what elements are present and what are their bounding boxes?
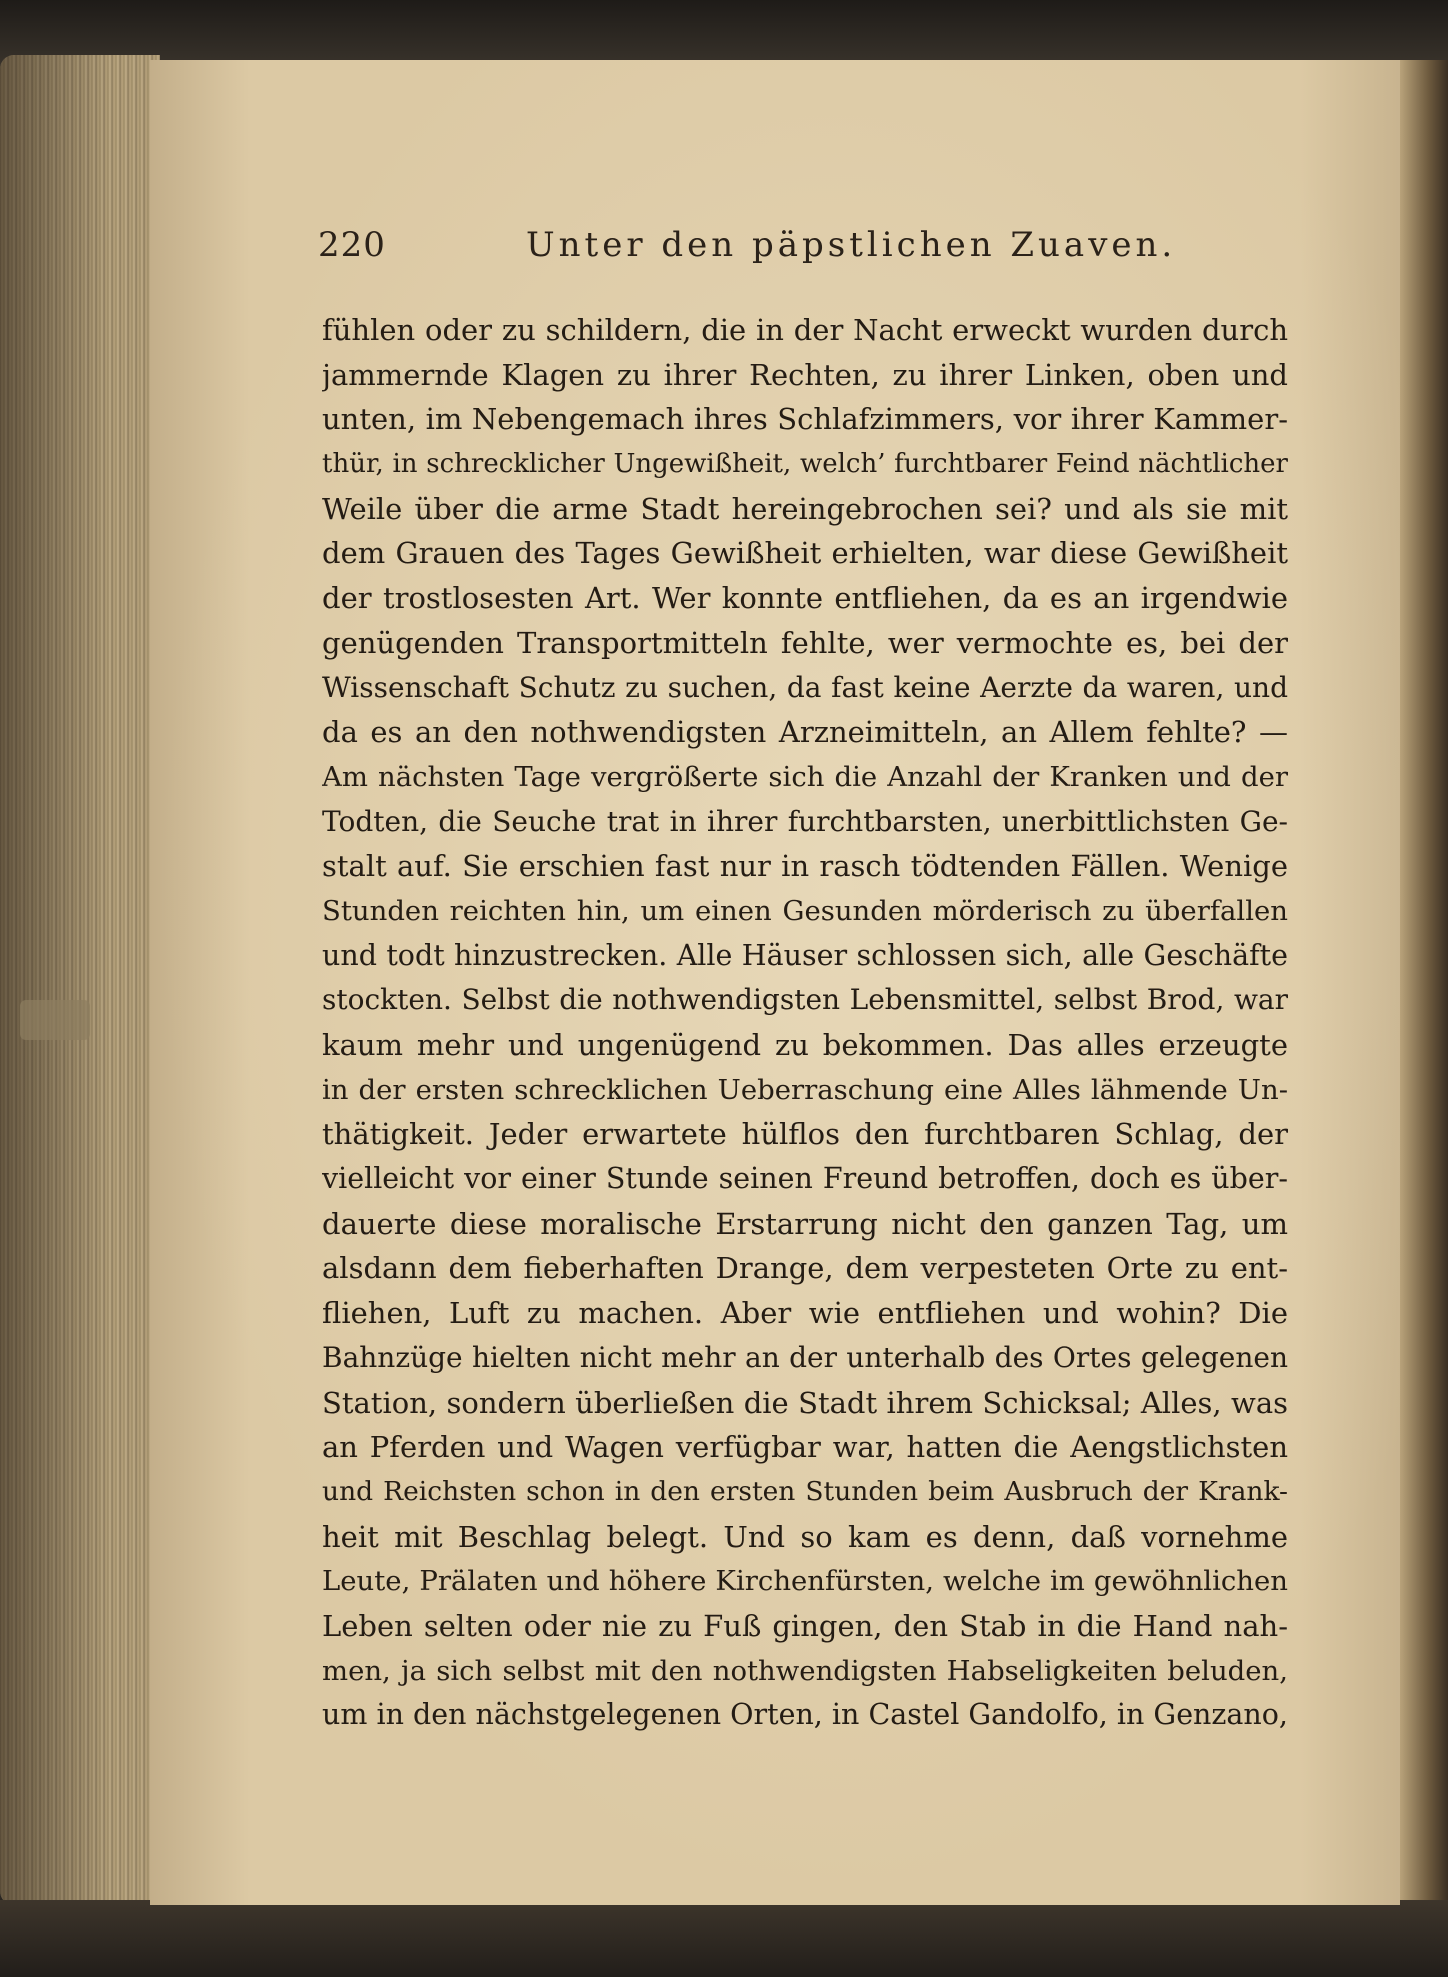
text-line: genügenden Transportmitteln fehlte, wer vermochte es, bei der <box>322 625 1288 660</box>
text-line: und Reichsten schon in den ersten Stunden beim Ausbruch der Krank- <box>322 1475 1288 1507</box>
page-number: 220 <box>318 225 386 265</box>
text-line: da es an den nothwendigsten Arzneimitteln, an Allem fehlte? — <box>322 715 1288 750</box>
text-line: Station, sondern überließen die Stadt ihrem Schicksal; Alles, was <box>322 1385 1288 1420</box>
text-line: Leben selten oder nie zu Fuß gingen, den Stab in die Hand nah- <box>322 1608 1288 1643</box>
text-line: Stunden reichten hin, um einen Gesunden mörderisch zu überfallen <box>322 894 1288 927</box>
text-line: Leute, Prälaten und höhere Kirchenfürsten, welche im gewöhnlichen <box>322 1565 1288 1598</box>
text-line: Todten, die Seuche trat in ihrer furchtbarsten, unerbittlichsten Ge- <box>322 804 1288 838</box>
text-line: vielleicht vor einer Stunde seinen Freund betroffen, doch es über- <box>322 1162 1288 1196</box>
book-cover-bottom <box>0 1900 1448 1977</box>
text-line: Weile über die arme Stadt hereingebrochen sei? und als sie mit <box>322 491 1288 526</box>
text-line: dauerte diese moralische Erstarrung nicht den ganzen Tag, um <box>322 1206 1288 1241</box>
text-line: alsdann dem fieberhaften Drange, dem verpesteten Orte zu ent- <box>322 1251 1288 1286</box>
text-line: Bahnzüge hielten nicht mehr an der unterhalb des Ortes gelegenen <box>322 1340 1288 1374</box>
text-line: Wissenschaft Schutz zu suchen, da fast keine Aerzte da waren, und <box>322 670 1288 704</box>
text-line: dem Grauen des Tages Gewißheit erhielten, war diese Gewißheit <box>322 536 1288 571</box>
right-page-edge <box>1400 60 1448 1940</box>
spine-clip <box>20 1000 90 1040</box>
text-line: fühlen oder zu schildern, die in der Nacht erweckt wurden durch <box>322 313 1288 347</box>
text-line: stalt auf. Sie erschien fast nur in rasch tödtenden Fällen. Wenige <box>322 849 1288 884</box>
page-stack-shadow <box>0 55 160 1905</box>
text-line: an Pferden und Wagen verfügbar war, hatten die Aengstlichsten <box>322 1430 1288 1465</box>
text-line: jammernde Klagen zu ihrer Rechten, zu ihrer Linken, oben und <box>322 357 1288 392</box>
text-line: men, ja sich selbst mit den nothwendigsten Habseligkeiten beluden, <box>322 1654 1288 1687</box>
text-line: in der ersten schrecklichen Ueberraschung eine Alles lähmende Un- <box>322 1073 1288 1106</box>
text-line: der trostlosesten Art. Wer konnte entfliehen, da es an irgendwie <box>322 581 1288 616</box>
running-title: Unter den päpstlichen Zuaven. <box>526 225 1177 265</box>
text-line: kaum mehr und ungenügend zu bekommen. Das alles erzeugte <box>322 1028 1288 1062</box>
body-text <box>322 308 1288 1738</box>
text-line: thätigkeit. Jeder erwartete hülflos den furchtbaren Schlag, der <box>322 1117 1288 1152</box>
text-line: und todt hinzustrecken. Alle Häuser schlossen sich, alle Geschäfte <box>322 938 1288 972</box>
text-line: fliehen, Luft zu machen. Aber wie entfliehen und wohin? Die <box>322 1296 1288 1331</box>
text-line: heit mit Beschlag belegt. Und so kam es denn, daß vornehme <box>322 1519 1288 1554</box>
text-line: um in den nächstgelegenen Orten, in Castel Gandolfo, in Genzano, <box>322 1698 1288 1732</box>
text-line: thür, in schrecklicher Ungewißheit, welch’ furchtbarer Feind nächtlicher <box>322 449 1288 480</box>
text-line: unten, im Nebengemach ihres Schlafzimmers, vor ihrer Kammer- <box>322 402 1288 437</box>
text-line: Am nächsten Tage vergrößerte sich die Anzahl der Kranken und der <box>322 760 1288 793</box>
page-header <box>318 225 1318 275</box>
text-line: stockten. Selbst die nothwendigsten Lebensmittel, selbst Brod, war <box>322 983 1288 1017</box>
